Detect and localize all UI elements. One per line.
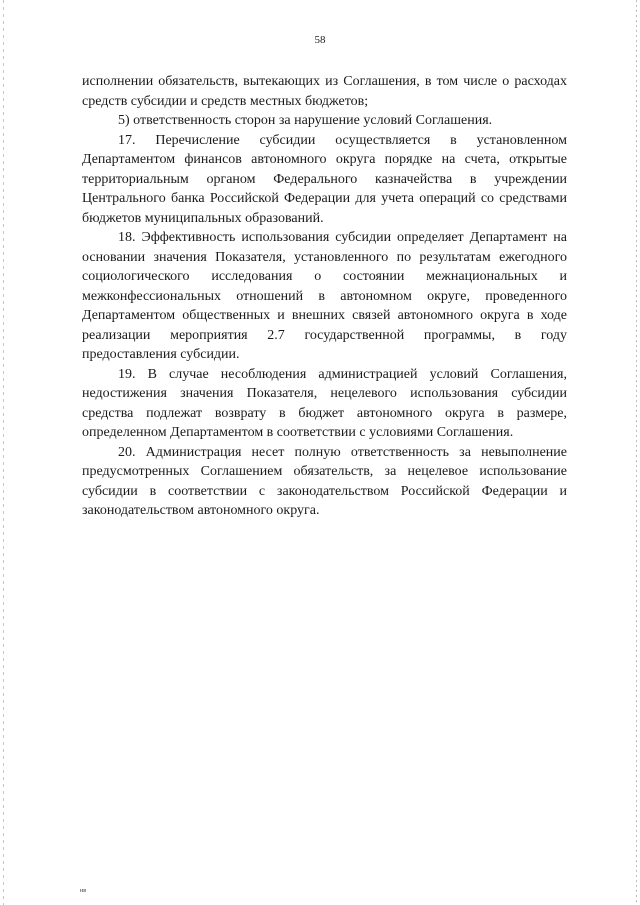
- paragraph-18: 18. Эффективность использования субсидии определяет Департамент на основании значения Показателя, установленного по результатам ежегодного социологического исследования о состоянии межнациональных и межконфессиональных отношений в автономном округе, проведенного Департаментом общественных и внешних связей автономного округа в ходе реализации мероприятия 2.7 государственной программы, в году предоставления субсидии.: [82, 230, 567, 362]
- page-number: 58: [314, 34, 326, 46]
- paragraph-item-5: 5) ответственность сторон за нарушение условий Соглашения.: [118, 113, 493, 128]
- paragraph-continuation: исполнении обязательств, вытекающих из Соглашения, в том числе о расходах средств субсидии и средств местных бюджетов;: [82, 74, 567, 109]
- paragraph-20: 20. Администрация несет полную ответственность за невыполнение предусмотренных Соглашением обязательств, за нецелевое использование субсидии в соответствии с законодательством Российской Федерации и законодательством автономного округа.: [82, 444, 567, 518]
- paragraph-17: 17. Перечисление субсидии осуществляется в установленном Департаментом финансов автономного округа порядке на счета, открытые территориальным органом Федерального казначейства в учреждении Центрального банка Российской Федерации для учета операций со средствами бюджетов муниципальных образований.: [82, 132, 567, 226]
- paragraph-19: 19. В случае несоблюдения администрацией условий Соглашения, недостижения значения Показателя, нецелевого использования субсидии средства подлежат возврату в бюджет автономного округа в размере, определенном Департаментом в соответствии с условиями Соглашения.: [82, 366, 567, 440]
- document-body: [82, 72, 567, 521]
- footer-initials: нв: [80, 888, 87, 894]
- scan-edge-left: [3, 0, 4, 905]
- scan-edge-right: [636, 0, 637, 905]
